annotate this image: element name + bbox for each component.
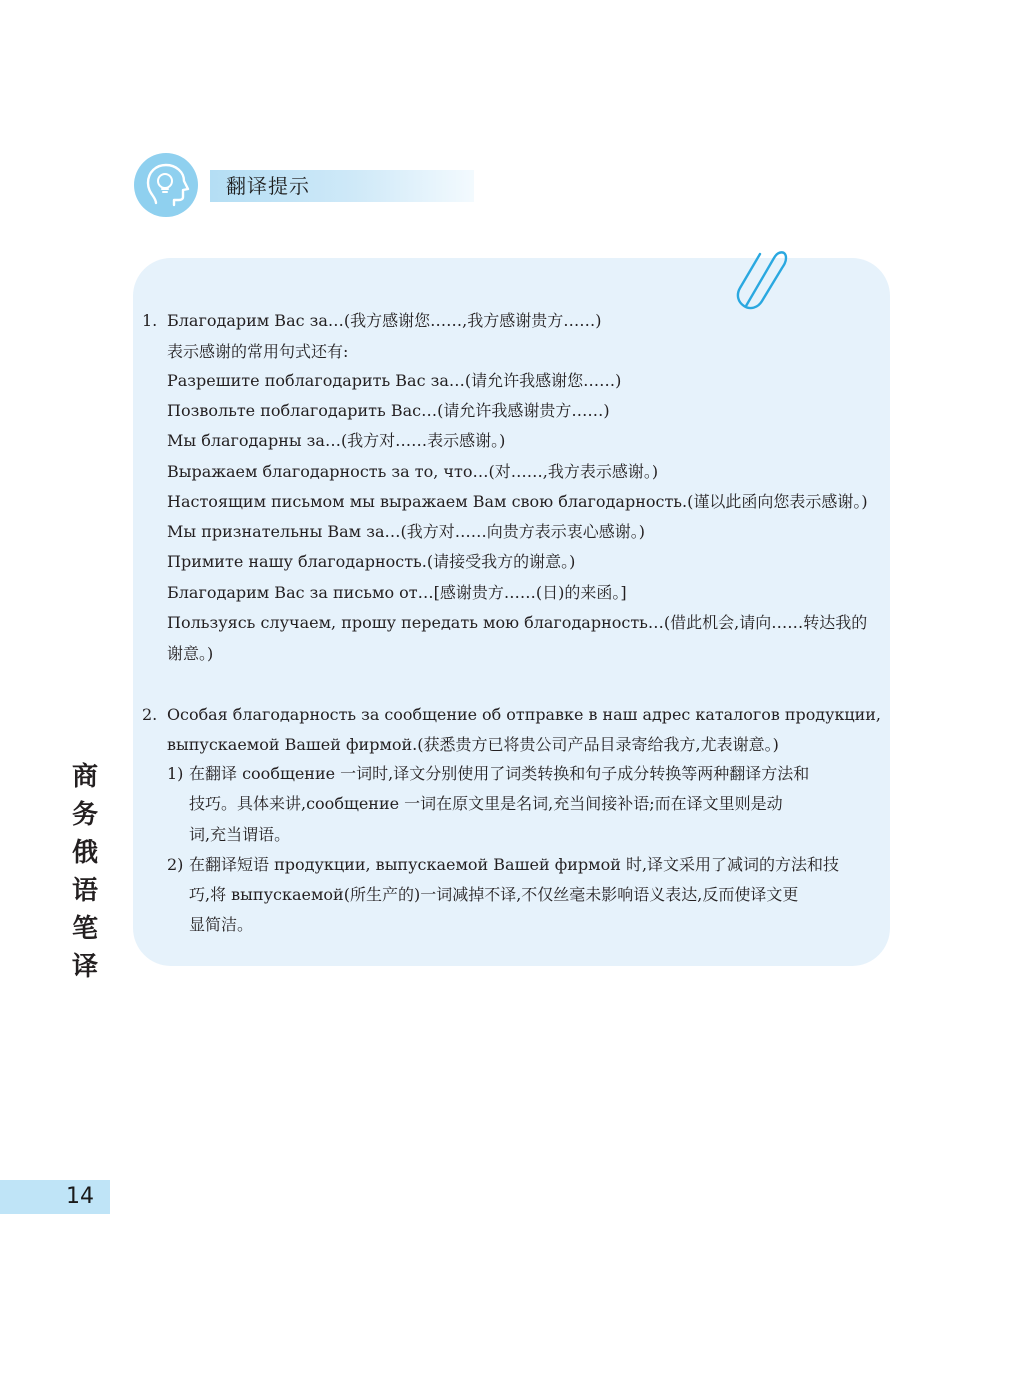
vertical-book-title [66,758,104,986]
sub-item-marker: 2) [167,855,184,874]
paperclip-icon [728,238,792,318]
item-1-line: Благодарим Вас за…(我方感谢您……,我方感谢贵方……) [167,311,602,330]
head-lightbulb-icon [134,153,198,217]
sub-item-line: 在翻译 сообщение 一词时,译文分别使用了词类转换和句子成分转换等两种翻译方法和 [189,764,810,783]
sub-item-marker: 1) [167,764,184,783]
book-title-char: 语 [71,876,98,906]
tip-header-title: 翻译提示 [226,174,310,198]
sub-item-line: 显简洁。 [189,915,254,934]
sub-item-line: 巧,将 выпускаемой(所生产的)一词减掉不译,不仅丝毫未影响语义表达,反而使译文更 [189,885,799,904]
item-1-line: Разрешите поблагодарить Вас за…(请允许我感谢您……) [167,371,622,390]
page-number: 14 [66,1184,94,1209]
item-1-line: Примите нашу благодарность.(请接受我方的谢意。) [167,552,576,571]
book-title-char: 俄 [71,838,98,868]
book-title-char: 译 [71,952,98,982]
book-title-char: 笔 [71,914,98,944]
sub-item-line: 词,充当谓语。 [189,825,291,844]
item-1-number: 1. [142,311,158,330]
item-1-line: 谢意。) [167,644,214,663]
item-1-line: Позвольте поблагодарить Вас…(请允许我感谢贵方……) [167,401,610,420]
book-title-char: 商 [71,762,98,792]
item-1-line: 表示感谢的常用句式还有: [167,342,349,361]
item-1-line: Выражаем благодарность за то, что…(对……,我方表示感谢。) [167,462,659,481]
item-1-line: Пользуясь случаем, прошу передать мою благодарность…(借此机会,请向……转达我的 [167,613,868,632]
sub-item-line: 在翻译短语 продукции, выпускаемой Вашей фирмой 时,译文采用了减词的方法和技 [189,855,840,874]
item-1-line: Мы признательны Вам за…(我方对……向贵方表示衷心感谢。) [167,522,645,541]
item-1-line: Настоящим письмом мы выражаем Вам свою благодарность.(谨以此函向您表示感谢。) [167,492,868,511]
item-2-number: 2. [142,705,158,724]
book-title-char: 务 [71,800,98,830]
item-2-line: Особая благодарность за сообщение об отправке в наш адрес каталогов продукции, [167,705,881,724]
item-1-line: Мы благодарны за…(我方对……表示感谢。) [167,431,506,450]
item-1-line: Благодарим Вас за письмо от…[感谢贵方……(日)的来函。] [167,583,627,602]
sub-item-line: 技巧。具体来讲,сообщение 一词在原文里是名词,充当间接补语;而在译文里则是动 [189,794,783,813]
item-2-line: выпускаемой Вашей фирмой.(获悉贵方已将贵公司产品目录寄给我方,尤表谢意。) [167,735,779,754]
